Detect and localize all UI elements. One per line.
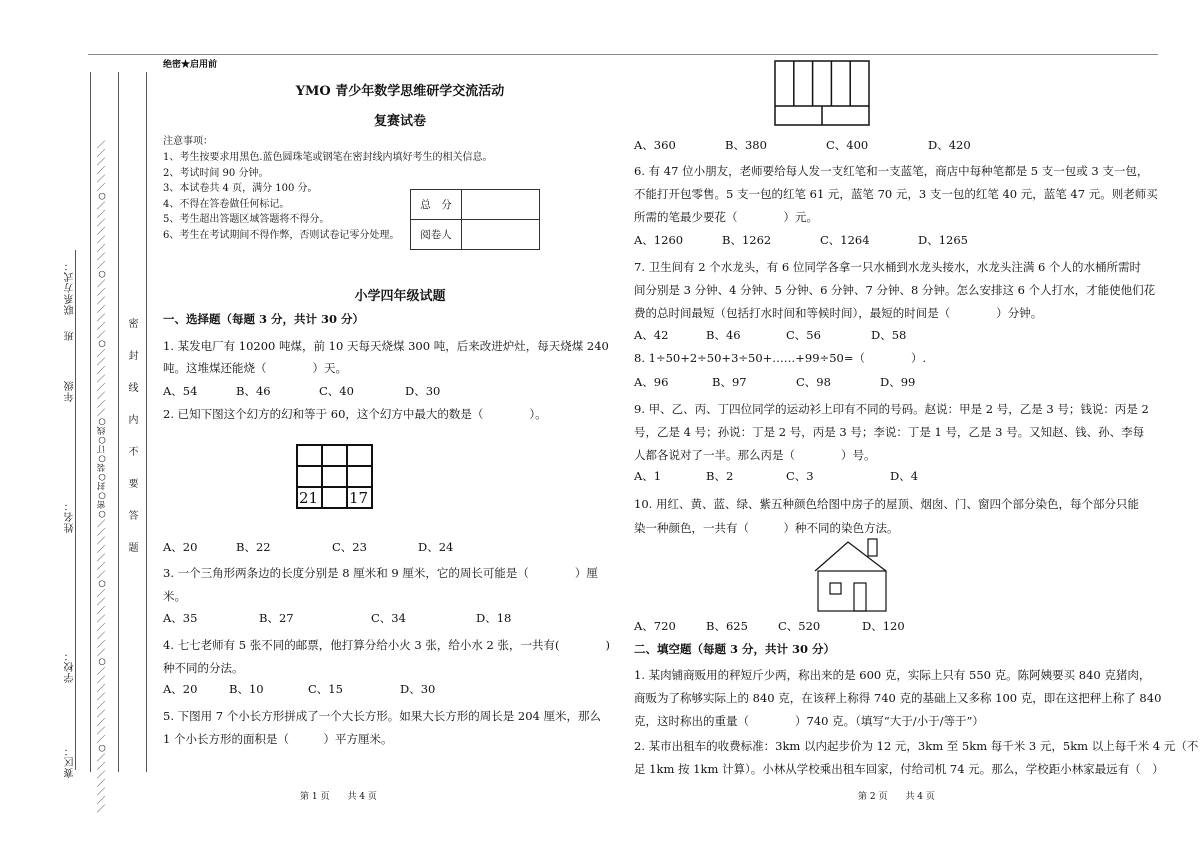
option-d[interactable]: D、420 xyxy=(928,138,971,152)
fill-question-1-line: 克，这时称出的重量（ ）740 克。（填写“大于/小于/等于”） xyxy=(634,714,984,728)
option-c[interactable]: C、520 xyxy=(778,619,821,633)
binding-line-middle xyxy=(118,72,119,772)
question-7 xyxy=(634,256,1155,325)
name-label: 姓名： xyxy=(65,500,76,533)
top-rule xyxy=(88,54,1158,55)
no-answer-notice: 密 封 线 内 不 要 答 题 xyxy=(126,318,137,558)
option-b[interactable]: B、380 xyxy=(725,138,767,152)
class-label: 班 xyxy=(65,330,76,341)
grade-label: 年级 xyxy=(65,380,76,402)
magic-cell xyxy=(322,445,347,466)
magic-cell xyxy=(322,487,347,508)
house-body xyxy=(818,571,886,611)
option-d[interactable]: D、24 xyxy=(418,540,454,554)
option-a[interactable]: A、20 xyxy=(163,540,198,554)
house-figure xyxy=(812,537,892,613)
magic-cell: 17 xyxy=(347,487,372,508)
rectangles-figure xyxy=(774,60,870,126)
magic-cell xyxy=(347,466,372,487)
question-5-line: 5. 下图用 7 个小长方形拼成了一个大长方形。如果大长方形的周长是 204 厘米，那么 xyxy=(163,709,602,723)
section1-heading: 一、选择题（每题 3 分，共计 30 分） xyxy=(163,312,365,326)
seal-line-text: ／／／／／／／○／／／／／／／／／○／／／／／／／／○／／／／／／／○密○封○装○订○线○／／／／／／／／○／／／／／／／○／／／／／／／／○／／／／／／ xyxy=(97,140,107,813)
question-4-line: 4. 七七老师有 5 张不同的邮票，他打算分给小火 3 张，给小水 2 张，一共有( ) xyxy=(163,638,610,652)
option-c[interactable]: C、400 xyxy=(826,138,869,152)
question-4-options xyxy=(163,681,435,697)
score-table xyxy=(410,189,540,250)
question-9-line: 9. 甲、乙、丙、丁四位同学的运动衫上印有不同的号码。赵说：甲是 2 号，乙是 3 号；钱说：丙是 2 xyxy=(634,402,1149,416)
option-d[interactable]: D、1265 xyxy=(918,233,968,247)
question-4 xyxy=(163,634,610,680)
question-9 xyxy=(634,398,1149,467)
fill-question-2-line: 足 1km 按 1km 计算）。小林从学校乘出租车回家，付给司机 74 元。那么，学校距小林家最远有（ ） xyxy=(634,762,1164,776)
binding-line-outer xyxy=(90,72,91,772)
option-a[interactable]: A、35 xyxy=(163,611,198,625)
region-label: 赛区： xyxy=(65,745,76,778)
magic-cell xyxy=(347,445,372,466)
question-8: 8. 1÷50+2÷50+3÷50+……+99÷50=（ ）. xyxy=(634,351,927,365)
exam-subtitle: 复赛试卷 xyxy=(373,114,426,129)
option-c[interactable]: C、15 xyxy=(308,682,343,696)
option-b[interactable]: B、625 xyxy=(706,619,748,633)
house-door xyxy=(854,583,866,611)
option-d[interactable]: D、4 xyxy=(890,469,919,483)
question-6 xyxy=(634,160,1158,229)
option-a[interactable]: A、1260 xyxy=(634,233,684,247)
option-d[interactable]: D、30 xyxy=(405,384,441,398)
question-10-options xyxy=(634,618,905,634)
option-c[interactable]: C、40 xyxy=(319,384,354,398)
question-7-options xyxy=(634,327,906,343)
option-a[interactable]: A、1 xyxy=(634,469,662,483)
note-item: 4、不得在答卷做任何标记。 xyxy=(163,198,290,210)
question-7-line: 费的总时间最短（包括打水时间和等候时间），最短的时间是（ ）分钟。 xyxy=(634,306,1043,320)
question-2-options xyxy=(163,539,453,555)
option-b[interactable]: B、22 xyxy=(236,540,271,554)
option-a[interactable]: A、96 xyxy=(634,375,669,389)
option-d[interactable]: D、58 xyxy=(871,328,907,342)
question-4-line: 种不同的分法。 xyxy=(163,661,244,675)
magic-cell xyxy=(297,445,322,466)
magic-square xyxy=(296,444,373,509)
question-7-line: 间分别是 3 分钟、4 分钟、5 分钟、6 分钟、7 分钟、8 分钟。怎么安排这 6 个人打水，才能使他们花 xyxy=(634,283,1156,297)
question-5-options xyxy=(634,137,971,153)
magic-cell xyxy=(322,466,347,487)
question-6-line: 不能打开包零售。5 支一包的红笔 61 元，蓝笔 70 元，3 支一包的红笔 40 元，蓝笔 47 元。则老师买 xyxy=(634,187,1158,201)
question-3-options xyxy=(163,610,511,626)
note-item: 1、考生按要求用黑色.蓝色圆珠笔或钢笔在密封线内填好考生的相关信息。 xyxy=(163,152,493,163)
note-item: 2、考试时间 90 分钟。 xyxy=(163,167,269,179)
option-a[interactable]: A、20 xyxy=(163,682,198,696)
note-item: 3、本试卷共 4 页，满分 100 分。 xyxy=(163,183,318,194)
option-c[interactable]: C、98 xyxy=(796,375,831,389)
option-b[interactable]: B、97 xyxy=(712,375,747,389)
option-c[interactable]: C、1264 xyxy=(820,233,870,247)
question-1 xyxy=(163,335,609,379)
option-d[interactable]: D、99 xyxy=(880,375,916,389)
grade-title: 小学四年级试题 xyxy=(354,289,446,304)
page-1-footer: 第 1 页 共 4 页 xyxy=(300,792,377,802)
section2-heading: 二、填空题（每题 3 分，共计 30 分） xyxy=(634,642,836,656)
question-5 xyxy=(163,705,601,751)
question-9-line: 人都各说对了一半。那么丙是（ ）号。 xyxy=(634,448,876,462)
fill-question-2 xyxy=(634,735,1198,781)
option-b[interactable]: B、2 xyxy=(706,469,734,483)
option-d[interactable]: D、120 xyxy=(862,619,905,633)
option-d[interactable]: D、30 xyxy=(400,682,436,696)
fill-question-1-line: 商贩为了称够实际上的 840 克，在该秤上称得 740 克的基础上又多称 100 克，即在这把秤上称了 840 xyxy=(634,691,1162,705)
question-5-line: 1 个小长方形的面积是（ ）平方厘米。 xyxy=(163,732,393,746)
question-7-line: 7. 卫生间有 2 个水龙头，有 6 位同学各拿一只水桶到水龙头接水，水龙头注满 6 个人的水桶所需时 xyxy=(634,260,1142,274)
option-c[interactable]: C、34 xyxy=(371,611,406,625)
option-a[interactable]: A、42 xyxy=(634,328,669,342)
question-6-line: 6. 有 47 位小朋友，老师要给每人发一支红笔和一支蓝笔，商店中每种笔都是 5 支一包或 3 支一包， xyxy=(634,164,1149,178)
option-c[interactable]: C、3 xyxy=(786,469,814,483)
magic-cell: 21 xyxy=(297,487,322,508)
question-3-line: 米。 xyxy=(163,589,186,603)
option-b[interactable]: B、27 xyxy=(259,611,294,625)
note-item: 6、考生在考试期间不得作弊，否则试卷记零分处理。 xyxy=(163,229,400,241)
binding-line-inner xyxy=(146,72,147,772)
total-score-label: 总 分 xyxy=(411,190,462,220)
question-1-line: 吨。这堆煤还能烧（ ）天。 xyxy=(163,361,347,375)
option-a[interactable]: A、720 xyxy=(634,619,676,633)
house-chimney xyxy=(868,539,877,556)
fill-question-1-line: 1. 某肉铺商贩用的秤短斤少两，称出来的是 600 克，实际上只有 550 克。陈阿姨要买 840 克猪肉， xyxy=(634,668,1151,682)
option-d[interactable]: D、18 xyxy=(476,611,512,625)
secret-label: 绝密★启用前 xyxy=(163,60,218,70)
option-b[interactable]: B、46 xyxy=(706,328,741,342)
question-8-options xyxy=(634,374,915,390)
question-1-line: 1. 某发电厂有 10200 吨煤，前 10 天每天烧煤 300 吨，后来改进炉灶，每天烧煤 240 xyxy=(163,339,609,353)
option-a[interactable]: A、54 xyxy=(163,384,198,398)
question-10-line: 10. 用红、黄、蓝、绿、紫五种颜色给图中房子的屋顶、烟囱、门、窗四个部分染色，每个部分只能 xyxy=(634,497,1139,511)
page-2-footer: 第 2 页 共 4 页 xyxy=(858,792,935,802)
question-9-line: 号，乙是 4 号；孙说：丁是 2 号，丙是 3 号；李说：丁是 1 号，乙是 3 号。又知赵、钱、孙、李每 xyxy=(634,425,1145,439)
question-9-options xyxy=(634,468,918,484)
fill-question-1 xyxy=(634,664,1161,733)
grader-cell[interactable] xyxy=(462,220,540,250)
question-2: 2. 已知下图这个幻方的幻和等于 60，这个幻方中最大的数是（ ）。 xyxy=(163,407,547,421)
contact-label: 联系方式： xyxy=(65,260,76,315)
fill-question-2-line: 2. 某市出租车的收费标准：3km 以内起步价为 12 元，3km 至 5km 每千米 3 元，5km 以上每千米 4 元（不 xyxy=(634,739,1199,753)
option-a[interactable]: A、360 xyxy=(634,138,676,152)
school-label: 学校： xyxy=(65,650,76,683)
option-b[interactable]: B、46 xyxy=(236,384,271,398)
note-item: 5、考生超出答题区域答题将不得分。 xyxy=(163,214,330,225)
option-c[interactable]: C、56 xyxy=(786,328,821,342)
option-b[interactable]: B、1262 xyxy=(722,233,772,247)
total-score-cell[interactable] xyxy=(462,190,540,220)
question-6-options xyxy=(634,232,968,248)
question-3-line: 3. 一个三角形两条边的长度分别是 8 厘米和 9 厘米，它的周长可能是（ ）厘 xyxy=(163,566,598,580)
question-10-line: 染一种颜色，一共有（ ）种不同的染色方法。 xyxy=(634,521,899,535)
magic-cell xyxy=(297,466,322,487)
house-window xyxy=(830,583,841,594)
question-10 xyxy=(634,492,1139,540)
question-6-line: 所需的笔最少要花（ ）元。 xyxy=(634,210,818,224)
grader-label: 阅卷人 xyxy=(411,220,462,250)
question-1-options xyxy=(163,383,440,399)
option-b[interactable]: B、10 xyxy=(229,682,264,696)
exam-title: YMO 青少年数学思维研学交流活动 xyxy=(295,84,505,99)
notes-heading: 注意事项： xyxy=(163,136,213,147)
blank-fill-line xyxy=(75,250,77,770)
question-3 xyxy=(163,562,598,608)
option-c[interactable]: C、23 xyxy=(332,540,367,554)
